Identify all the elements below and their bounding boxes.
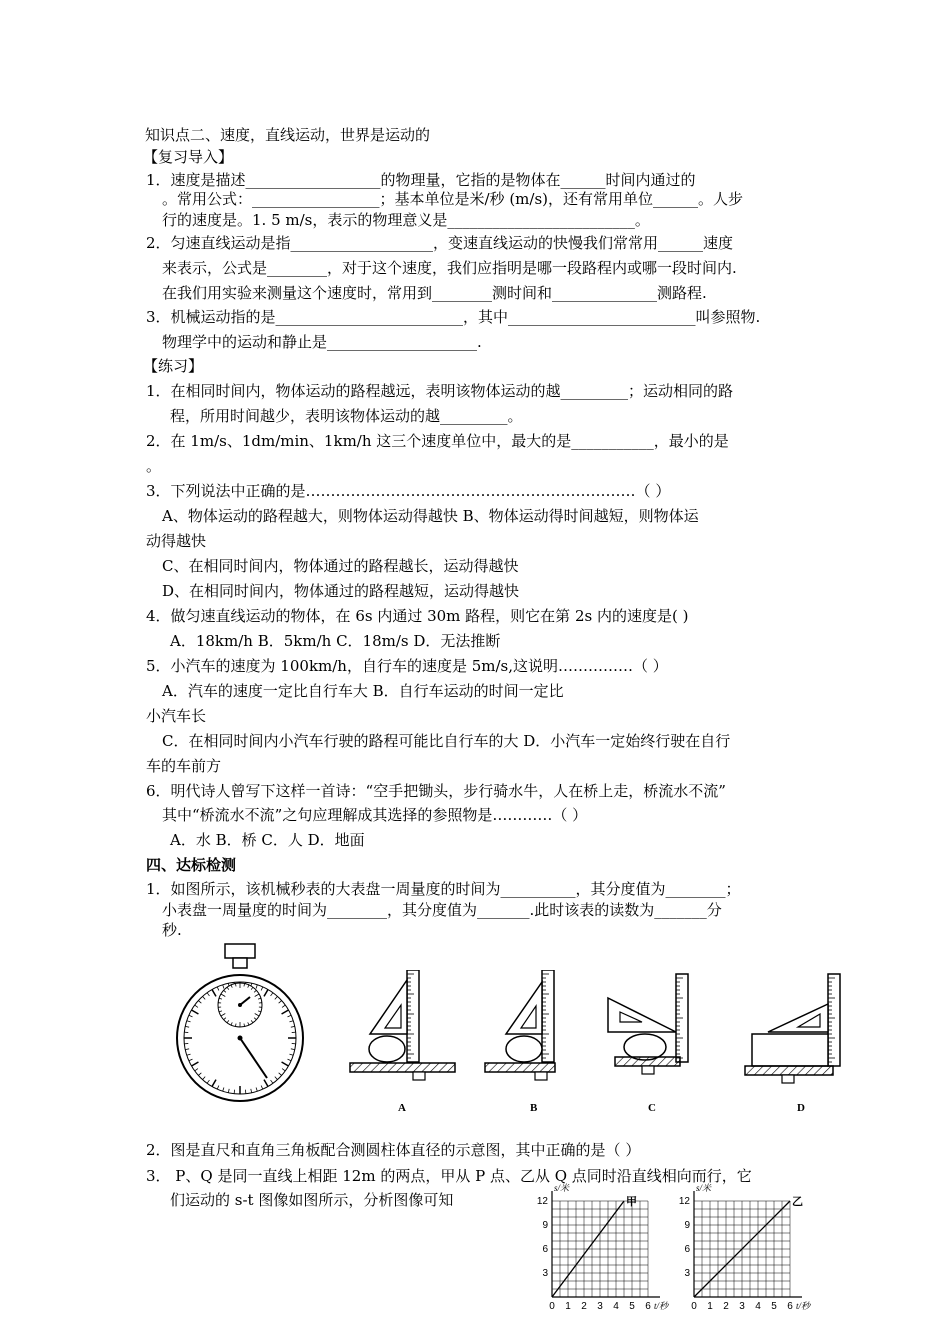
test-line: 1．如图所示，该机械秒表的大表盘一周量度的时间为__________，其分度值为________； (146, 880, 741, 898)
x-tick-label: 6 (787, 1301, 793, 1312)
review-line: 来表示，公式是________，对于这个速度，我们应指明是哪一段路程内或哪一段时间内. (162, 259, 737, 277)
review-line: 3．机械运动指的是_________________________，其中_________________________叫参照物. (146, 308, 761, 326)
x-tick-label: 2 (723, 1301, 729, 1312)
x-tick-label: 0 (549, 1301, 555, 1312)
ruler-figure-a (345, 970, 460, 1090)
practice-line: 小汽车长 (146, 707, 207, 725)
figure-label-a: A (398, 1102, 406, 1114)
x-tick-label: 5 (771, 1301, 777, 1312)
practice-line: 2．在 1m/s、1dm/min、1km/h 这三个速度单位中，最大的是___________，最小的是 (146, 432, 729, 450)
practice-line: C、在相同时间内，物体通过的路程越长，运动得越快 (162, 557, 519, 575)
y-tick-label: 12 (536, 1196, 548, 1207)
review-line: 物理学中的运动和静止是____________________. (162, 333, 482, 351)
review-line: 在我们用实验来测量这个速度时，常用到________测时间和______________测路程. (162, 284, 707, 302)
series-label: 乙 (792, 1195, 803, 1208)
practice-line: 4．做匀速直线运动的物体，在 6s 内通过 30m 路程，则它在第 2s 内的速度是( ) (146, 607, 689, 625)
practice-line: 1．在相同时间内，物体运动的路程越远，表明该物体运动的越_________；运动相同的路 (146, 382, 734, 400)
ruler-figure-b (480, 970, 580, 1090)
practice-line: 动得越快 (146, 532, 207, 550)
test-line: 小表盘一周量度的时间为________，其分度值为_______.此时该表的读数为_______分 (162, 901, 722, 919)
test-line: 3． P、Q 是同一直线上相距 12m 的两点，甲从 P 点、乙从 Q 点同时沿直线相向而行，它 (146, 1167, 752, 1185)
practice-line: 程，所用时间越少，表明该物体运动的越_________。 (170, 407, 523, 425)
y-tick-label: 3 (542, 1268, 548, 1279)
practice-line: D、在相同时间内，物体通过的路程越短，运动得越快 (162, 582, 520, 600)
review-line: 1．速度是描述__________________的物理量，它指的是物体在______时间内通过的 (146, 171, 696, 189)
test-line: 2．图是直尺和直角三角板配合测圆柱体直径的示意图，其中正确的是（ ） (146, 1141, 641, 1159)
practice-line: A．汽车的速度一定比自行车大 B．自行车运动的时间一定比 (162, 682, 564, 700)
figure-label-d: D (797, 1102, 805, 1114)
test-line: 秒. (162, 921, 182, 939)
figure-label-c: C (648, 1102, 656, 1114)
x-tick-label: 6 (645, 1301, 651, 1312)
stopwatch-figure (170, 940, 310, 1105)
st-chart-yi (670, 1182, 820, 1322)
figure-label-b: B (530, 1102, 538, 1114)
practice-line: 6．明代诗人曾写下这样一首诗：“空手把锄头，步行骑水牛，人在桥上走，桥流水不流” (146, 782, 726, 800)
x-tick-label: 4 (755, 1301, 761, 1312)
practice-line: 。 (146, 457, 162, 475)
x-axis-label: t/秒 (796, 1301, 811, 1311)
x-axis-label: t/秒 (654, 1301, 669, 1311)
practice-line: 3．下列说法中正确的是…………………………………………………………（ ） (146, 482, 671, 500)
review-heading: 【复习导入】 (143, 148, 234, 166)
y-axis-label: s/米 (554, 1183, 570, 1193)
y-tick-label: 12 (678, 1196, 690, 1207)
ruler-figure-d (740, 970, 850, 1090)
practice-heading: 【练习】 (143, 357, 204, 375)
practice-line: 车的车前方 (146, 757, 222, 775)
section-title: 知识点二、速度，直线运动，世界是运动的 (145, 126, 431, 144)
y-tick-label: 6 (684, 1244, 690, 1255)
x-tick-label: 1 (707, 1301, 713, 1312)
review-line: 行的速度是。1. 5 m/s，表示的物理意义是_________________________。 (162, 211, 650, 229)
practice-line: 其中“桥流水不流”之句应理解成其选择的参照物是…………（ ） (162, 806, 588, 824)
y-tick-label: 6 (542, 1244, 548, 1255)
test-heading: 四、达标检测 (146, 856, 237, 874)
series-label: 甲 (626, 1195, 637, 1208)
ruler-figure-c (600, 970, 710, 1090)
y-tick-label: 3 (684, 1268, 690, 1279)
practice-line: A．18km/h B．5km/h C．18m/s D．无法推断 (170, 632, 501, 650)
test-line: 们运动的 s-t 图像如图所示，分析图像可知 (170, 1191, 454, 1209)
practice-line: 5．小汽车的速度为 100km/h，自行车的速度是 5m/s,这说明……………（ ） (146, 657, 668, 675)
x-tick-label: 2 (581, 1301, 587, 1312)
x-tick-label: 3 (597, 1301, 603, 1312)
practice-line: A、物体运动的路程越大，则物体运动得越快 B、物体运动得时间越短，则物体运 (162, 507, 699, 525)
practice-line: C．在相同时间内小汽车行驶的路程可能比自行车的大 D．小汽车一定始终行驶在自行 (162, 732, 731, 750)
review-line: 2．匀速直线运动是指___________________，变速直线运动的快慢我们常常用______速度 (146, 234, 734, 252)
x-tick-label: 4 (613, 1301, 619, 1312)
x-tick-label: 0 (691, 1301, 697, 1312)
review-line: 。常用公式：_________________；基本单位是米/秒 (m/s)，还有常用单位______。人步 (162, 190, 744, 208)
x-tick-label: 3 (739, 1301, 745, 1312)
practice-line: A．水 B．桥 C．人 D．地面 (170, 831, 365, 849)
x-tick-label: 1 (565, 1301, 571, 1312)
y-axis-label: s/米 (696, 1183, 712, 1193)
y-tick-label: 9 (542, 1220, 548, 1231)
y-tick-label: 9 (684, 1220, 690, 1231)
st-chart-jia (528, 1182, 678, 1322)
x-tick-label: 5 (629, 1301, 635, 1312)
